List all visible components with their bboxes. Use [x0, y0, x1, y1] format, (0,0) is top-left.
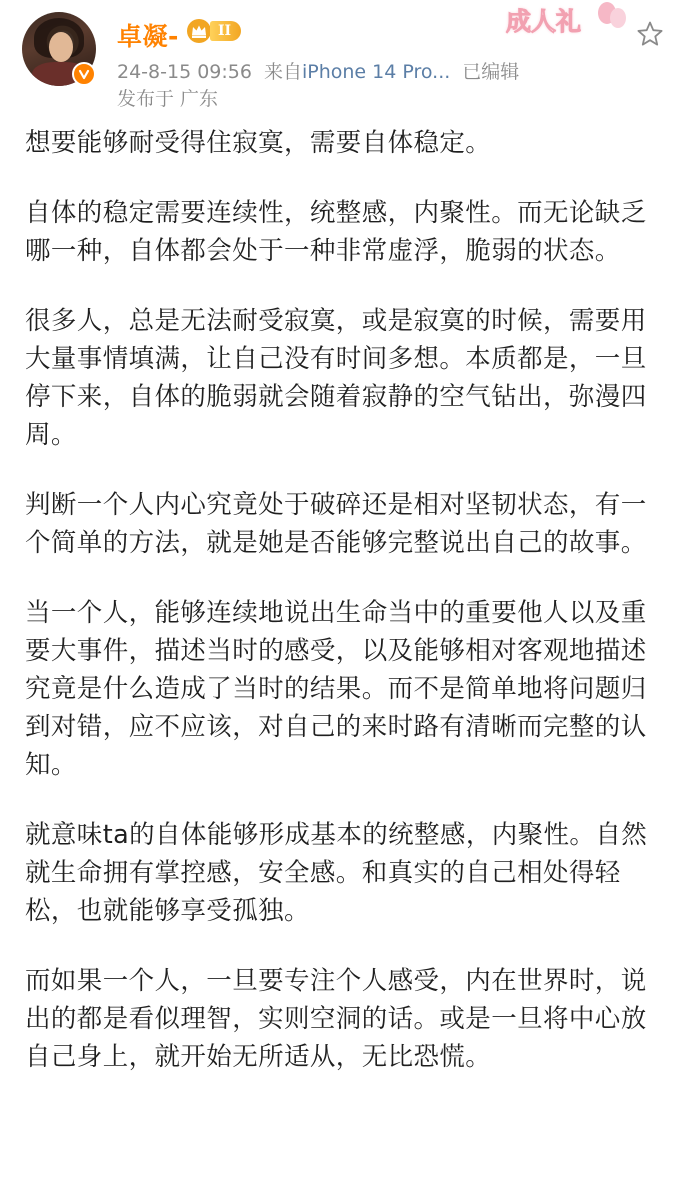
post-paragraph: 就意味ta的自体能够形成基本的统整感，内聚性。自然就生命拥有掌控感，安全感。和真实的自己相处得轻松，也就能够享受孤独。: [25, 820, 648, 926]
post-paragraph: 而如果一个人，一旦要专注个人感受，内在世界时，说出的都是看似理智，实则空洞的话。或是一旦将中心放自己身上，就开始无所适从，无比恐慌。: [25, 966, 647, 1072]
avatar-face: [49, 32, 73, 62]
author-name[interactable]: 卓凝-: [117, 22, 179, 51]
ceremony-banner-text: 成人礼: [506, 7, 582, 36]
post-paragraph: 当一个人，能够连续地说出生命当中的重要他人以及重要大事件，描述当时的感受，以及能够相对客观地描述究竟是什么造成了当时的结果。而不是简单地将问题归到对错，应不应该，对自己的来时路有清晰而完整的认知。: [25, 598, 647, 780]
level-label: II: [210, 21, 241, 41]
member-level-badge[interactable]: [186, 18, 241, 44]
balloon-icon: [610, 8, 626, 28]
favorite-star-icon[interactable]: [636, 20, 664, 48]
post-timestamp: 24-8-15 09:56: [117, 61, 252, 83]
post-meta: [117, 57, 519, 84]
ceremony-decoration: [506, 0, 636, 36]
post-paragraph: 自体的稳定需要连续性，统整感，内聚性。而无论缺乏哪一种，自体都会处于一种非常虚浮，脆弱的状态。: [25, 198, 647, 266]
post-paragraph: 判断一个人内心究竟处于破碎还是相对坚韧状态，有一个简单的方法，就是她是否能够完整说出自己的故事。: [25, 490, 647, 558]
post-paragraph: 很多人，总是无法耐受寂寞，或是寂寞的时候，需要用大量事情填满，让自己没有时间多想。本质都是，一旦停下来，自体的脆弱就会随着寂静的空气钻出，弥漫四周。: [25, 306, 647, 450]
post-location: 发布于 广东: [117, 88, 219, 110]
post-body: [25, 124, 669, 1108]
post-header: [0, 0, 689, 120]
verified-badge-icon: [72, 62, 96, 86]
source-prefix: 来自: [263, 61, 302, 83]
edited-label[interactable]: 已编辑: [462, 61, 520, 83]
device-link[interactable]: iPhone 14 Pro...: [301, 61, 451, 83]
post-paragraph: 想要能够耐受得住寂寞，需要自体稳定。: [25, 128, 492, 158]
crown-icon: [186, 18, 212, 44]
